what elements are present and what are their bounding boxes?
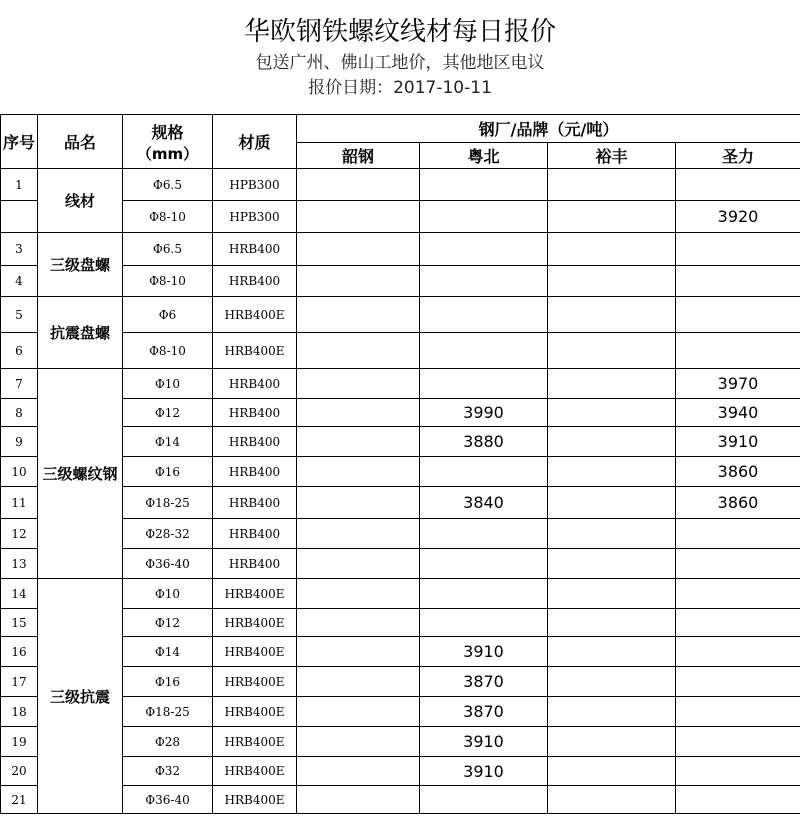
header-row — [1, 115, 800, 143]
price-yuebei — [420, 519, 548, 549]
row-spec: Φ36-40 — [123, 549, 213, 579]
price-shengli — [676, 757, 800, 786]
price-shaogang — [297, 457, 420, 487]
price-yuebei — [420, 457, 548, 487]
price-shaogang — [297, 369, 420, 399]
price-yufeng — [548, 727, 676, 757]
row-spec: Φ18-25 — [123, 487, 213, 519]
price-yuebei — [420, 579, 548, 609]
header-spec — [123, 115, 213, 169]
price-yuebei — [420, 233, 548, 266]
product-name: 线材 — [38, 169, 123, 233]
row-seq: 13 — [1, 549, 38, 579]
table-row — [1, 297, 800, 333]
price-shengli — [676, 266, 800, 297]
header-mill-yufeng: 裕丰 — [548, 143, 676, 169]
header-product: 品名 — [38, 115, 123, 169]
price-yufeng — [548, 786, 676, 814]
price-yufeng — [548, 169, 676, 201]
row-seq: 16 — [1, 637, 38, 667]
price-shaogang — [297, 697, 420, 727]
price-shaogang — [297, 519, 420, 549]
header-seq: 序号 — [1, 115, 38, 169]
price-shengli — [676, 333, 800, 369]
price-shengli: 3860 — [676, 457, 800, 487]
row-spec: Φ8-10 — [123, 333, 213, 369]
price-yufeng — [548, 369, 676, 399]
row-material: HRB400 — [213, 549, 297, 579]
price-yufeng — [548, 579, 676, 609]
row-spec: Φ28 — [123, 727, 213, 757]
row-material: HRB400 — [213, 427, 297, 457]
price-yufeng — [548, 427, 676, 457]
row-spec: Φ16 — [123, 667, 213, 697]
price-yufeng — [548, 549, 676, 579]
price-shengli — [676, 519, 800, 549]
row-spec: Φ18-25 — [123, 697, 213, 727]
row-seq: 9 — [1, 427, 38, 457]
price-shaogang — [297, 549, 420, 579]
price-shaogang — [297, 786, 420, 814]
price-yufeng — [548, 757, 676, 786]
row-spec: Φ6 — [123, 297, 213, 333]
row-seq: 12 — [1, 519, 38, 549]
price-shaogang — [297, 487, 420, 519]
delivery-note: 包送广州、佛山工地价，其他地区电议 — [255, 53, 545, 73]
row-spec: Φ12 — [123, 609, 213, 637]
row-seq: 11 — [1, 487, 38, 519]
price-shengli: 3860 — [676, 487, 800, 519]
price-shengli — [676, 697, 800, 727]
price-yufeng — [548, 201, 676, 233]
price-shengli — [676, 233, 800, 266]
price-shaogang — [297, 427, 420, 457]
price-yuebei — [420, 609, 548, 637]
price-yufeng — [548, 667, 676, 697]
row-seq — [1, 201, 38, 233]
header-spec-line1: 规格 — [151, 122, 184, 142]
price-shaogang — [297, 667, 420, 697]
price-shengli — [676, 637, 800, 667]
row-material: HRB400E — [213, 757, 297, 786]
quote-date: 报价日期：2017-10-11 — [308, 78, 492, 98]
price-yuebei — [420, 786, 548, 814]
price-yuebei — [420, 169, 548, 201]
price-shaogang — [297, 399, 420, 427]
price-shengli — [676, 169, 800, 201]
price-yufeng — [548, 609, 676, 637]
price-yufeng — [548, 697, 676, 727]
price-shaogang — [297, 297, 420, 333]
row-material: HRB400 — [213, 266, 297, 297]
price-yuebei — [420, 549, 548, 579]
table-row — [1, 169, 800, 201]
row-seq: 21 — [1, 786, 38, 814]
price-yufeng — [548, 637, 676, 667]
table-row — [1, 579, 800, 609]
row-material: HPB300 — [213, 201, 297, 233]
row-spec: Φ36-40 — [123, 786, 213, 814]
sheet-title: 华欧钢铁螺纹线材每日报价 — [243, 17, 556, 47]
row-spec: Φ6.5 — [123, 233, 213, 266]
row-spec: Φ14 — [123, 427, 213, 457]
row-seq: 7 — [1, 369, 38, 399]
row-material: HRB400E — [213, 697, 297, 727]
row-material: HRB400 — [213, 457, 297, 487]
row-seq: 17 — [1, 667, 38, 697]
row-seq: 15 — [1, 609, 38, 637]
price-shaogang — [297, 169, 420, 201]
row-seq: 5 — [1, 297, 38, 333]
header-mill-shaogang: 韶钢 — [297, 143, 420, 169]
price-shaogang — [297, 609, 420, 637]
price-shaogang — [297, 637, 420, 667]
row-material: HRB400 — [213, 399, 297, 427]
row-seq: 4 — [1, 266, 38, 297]
price-yuebei — [420, 297, 548, 333]
price-shengli — [676, 297, 800, 333]
row-material: HRB400 — [213, 369, 297, 399]
header-spec-line2: （mm） — [136, 144, 199, 163]
header-mill-yuebei: 粤北 — [420, 143, 548, 169]
table-row — [1, 233, 800, 266]
price-shaogang — [297, 727, 420, 757]
row-material: HRB400E — [213, 333, 297, 369]
price-shengli: 3970 — [676, 369, 800, 399]
price-shaogang — [297, 233, 420, 266]
row-seq: 8 — [1, 399, 38, 427]
row-seq: 19 — [1, 727, 38, 757]
price-table — [0, 114, 800, 814]
row-seq: 20 — [1, 757, 38, 786]
row-seq: 6 — [1, 333, 38, 369]
product-name: 三级螺纹钢 — [38, 369, 123, 579]
price-yuebei: 3990 — [420, 399, 548, 427]
product-name: 抗震盘螺 — [38, 297, 123, 369]
row-spec: Φ6.5 — [123, 169, 213, 201]
row-spec: Φ16 — [123, 457, 213, 487]
row-spec: Φ32 — [123, 757, 213, 786]
price-yufeng — [548, 487, 676, 519]
price-shengli — [676, 609, 800, 637]
row-spec: Φ10 — [123, 369, 213, 399]
row-spec: Φ12 — [123, 399, 213, 427]
price-yuebei: 3870 — [420, 697, 548, 727]
row-material: HRB400 — [213, 487, 297, 519]
row-material: HRB400E — [213, 727, 297, 757]
row-seq: 1 — [1, 169, 38, 201]
price-yuebei: 3870 — [420, 667, 548, 697]
price-shengli — [676, 727, 800, 757]
price-yuebei: 3910 — [420, 637, 548, 667]
price-shaogang — [297, 266, 420, 297]
table-row — [1, 369, 800, 399]
price-yufeng — [548, 333, 676, 369]
row-material: HRB400E — [213, 609, 297, 637]
price-yuebei — [420, 266, 548, 297]
row-material: HRB400E — [213, 297, 297, 333]
row-material: HRB400E — [213, 637, 297, 667]
header-mill-group: 钢厂/品牌（元/吨） — [297, 115, 800, 143]
row-material: HRB400 — [213, 519, 297, 549]
price-yufeng — [548, 233, 676, 266]
price-shengli — [676, 786, 800, 814]
price-shengli: 3920 — [676, 201, 800, 233]
row-seq: 14 — [1, 579, 38, 609]
price-yuebei — [420, 201, 548, 233]
price-shaogang — [297, 333, 420, 369]
price-yuebei: 3910 — [420, 757, 548, 786]
row-material: HRB400E — [213, 786, 297, 814]
price-yufeng — [548, 457, 676, 487]
row-material: HRB400E — [213, 667, 297, 697]
row-seq: 3 — [1, 233, 38, 266]
price-yuebei: 3910 — [420, 727, 548, 757]
row-spec: Φ8-10 — [123, 201, 213, 233]
header-material: 材质 — [213, 115, 297, 169]
row-spec: Φ14 — [123, 637, 213, 667]
price-yuebei — [420, 333, 548, 369]
price-yufeng — [548, 297, 676, 333]
product-name: 三级抗震 — [38, 579, 123, 814]
price-yufeng — [548, 519, 676, 549]
row-material: HRB400 — [213, 233, 297, 266]
price-shengli — [676, 667, 800, 697]
price-shengli — [676, 579, 800, 609]
price-shaogang — [297, 757, 420, 786]
price-shaogang — [297, 201, 420, 233]
header-mill-shengli: 圣力 — [676, 143, 800, 169]
row-seq: 18 — [1, 697, 38, 727]
row-spec: Φ8-10 — [123, 266, 213, 297]
row-spec: Φ10 — [123, 579, 213, 609]
price-yufeng — [548, 399, 676, 427]
price-shaogang — [297, 579, 420, 609]
product-name: 三级盘螺 — [38, 233, 123, 297]
price-shengli: 3910 — [676, 427, 800, 457]
row-material: HRB400E — [213, 579, 297, 609]
price-yuebei: 3840 — [420, 487, 548, 519]
row-seq: 10 — [1, 457, 38, 487]
price-shengli — [676, 549, 800, 579]
price-yuebei — [420, 369, 548, 399]
price-shengli: 3940 — [676, 399, 800, 427]
price-yufeng — [548, 266, 676, 297]
row-spec: Φ28-32 — [123, 519, 213, 549]
price-yuebei: 3880 — [420, 427, 548, 457]
row-material: HPB300 — [213, 169, 297, 201]
